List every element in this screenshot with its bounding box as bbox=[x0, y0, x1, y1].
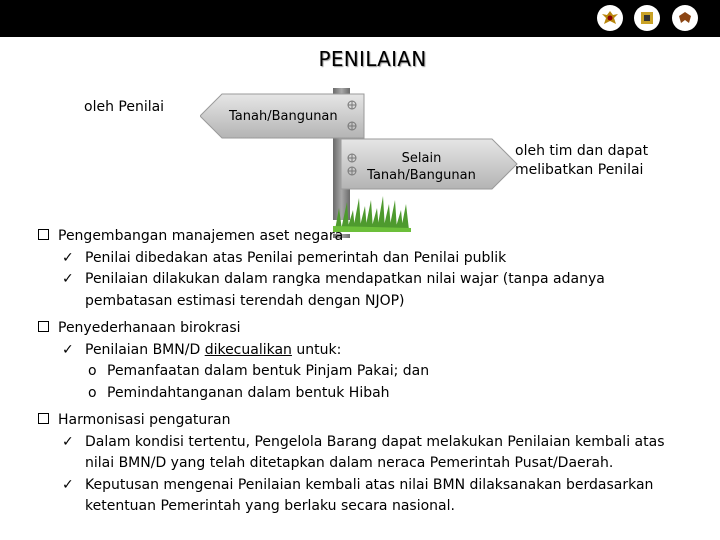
garuda-emblem-icon bbox=[597, 5, 623, 31]
check-item bbox=[38, 432, 718, 475]
check-icon: ✓ bbox=[62, 476, 74, 493]
check-item bbox=[38, 269, 718, 312]
check-text: Keputusan mengenai Penilaian kembali atas nilai BMN dilaksanakan berdasarkan bbox=[85, 476, 654, 493]
square-bullet-icon bbox=[38, 229, 49, 240]
right-label bbox=[515, 142, 648, 180]
sub-text: Pemindahtanganan dalam bentuk Hibah bbox=[107, 384, 390, 401]
bullet-list bbox=[38, 226, 718, 518]
check-text: Dalam kondisi tertentu, Pengelola Barang dapat melakukan Penilaian kembali atas bbox=[85, 433, 665, 450]
check-icon: ✓ bbox=[62, 433, 74, 450]
check-text-post: untuk: bbox=[291, 341, 342, 358]
sign-bottom-line2: Tanah/Bangunan bbox=[367, 168, 476, 183]
check-text: Penilaian dilakukan dalam rangka mendapatkan nilai wajar (tanpa adanya bbox=[85, 271, 605, 287]
check-item bbox=[38, 248, 718, 270]
square-bullet-icon bbox=[38, 321, 49, 332]
section-heading-text: Harmonisasi pengaturan bbox=[58, 412, 231, 428]
right-label-line1: oleh tim dan dapat bbox=[515, 143, 649, 159]
check-item bbox=[38, 475, 718, 518]
left-label: oleh Penilai bbox=[84, 99, 165, 115]
sign-bottom-label bbox=[364, 150, 479, 184]
check-text-cont: ketentuan Pemerintah yang berlaku secara nasional. bbox=[85, 498, 455, 514]
check-text: Penilai dibedakan atas Penilai pemerintah dan Penilai publik bbox=[85, 249, 507, 266]
check-item bbox=[38, 340, 718, 362]
circle-bullet: o bbox=[88, 384, 97, 401]
section-heading bbox=[38, 318, 718, 340]
section-heading bbox=[38, 410, 718, 432]
check-text-underline: dikecualikan bbox=[204, 341, 292, 358]
section-heading-text: Pengembangan manajemen aset negara bbox=[58, 228, 344, 244]
check-icon: ✓ bbox=[62, 271, 74, 287]
right-label-line2: melibatkan Penilai bbox=[515, 162, 644, 178]
sign-top-label: Tanah/Bangunan bbox=[229, 109, 338, 124]
bird-emblem-icon bbox=[672, 5, 698, 31]
check-icon: ✓ bbox=[62, 341, 74, 358]
section-heading bbox=[38, 226, 718, 248]
page-title: PENILAIAN bbox=[318, 47, 427, 71]
sub-text: Pemanfaatan dalam bentuk Pinjam Pakai; dan bbox=[107, 363, 430, 379]
check-text-cont: nilai BMN/D yang telah ditetapkan dalam neraca Pemerintah Pusat/Daerah. bbox=[85, 455, 614, 471]
circle-bullet: o bbox=[88, 363, 97, 379]
sign-bottom-line1: Selain bbox=[401, 151, 442, 166]
check-icon: ✓ bbox=[62, 249, 74, 266]
ministry-emblem-icon bbox=[634, 5, 660, 31]
sub-item bbox=[38, 361, 718, 383]
sub-item bbox=[38, 383, 718, 405]
check-text-pre: Penilaian BMN/D bbox=[85, 341, 205, 358]
check-text-cont: pembatasan estimasi terendah dengan NJOP) bbox=[85, 292, 405, 309]
square-bullet-icon bbox=[38, 413, 49, 424]
section-heading-text: Penyederhanaan birokrasi bbox=[58, 320, 241, 336]
top-bar bbox=[0, 0, 720, 37]
